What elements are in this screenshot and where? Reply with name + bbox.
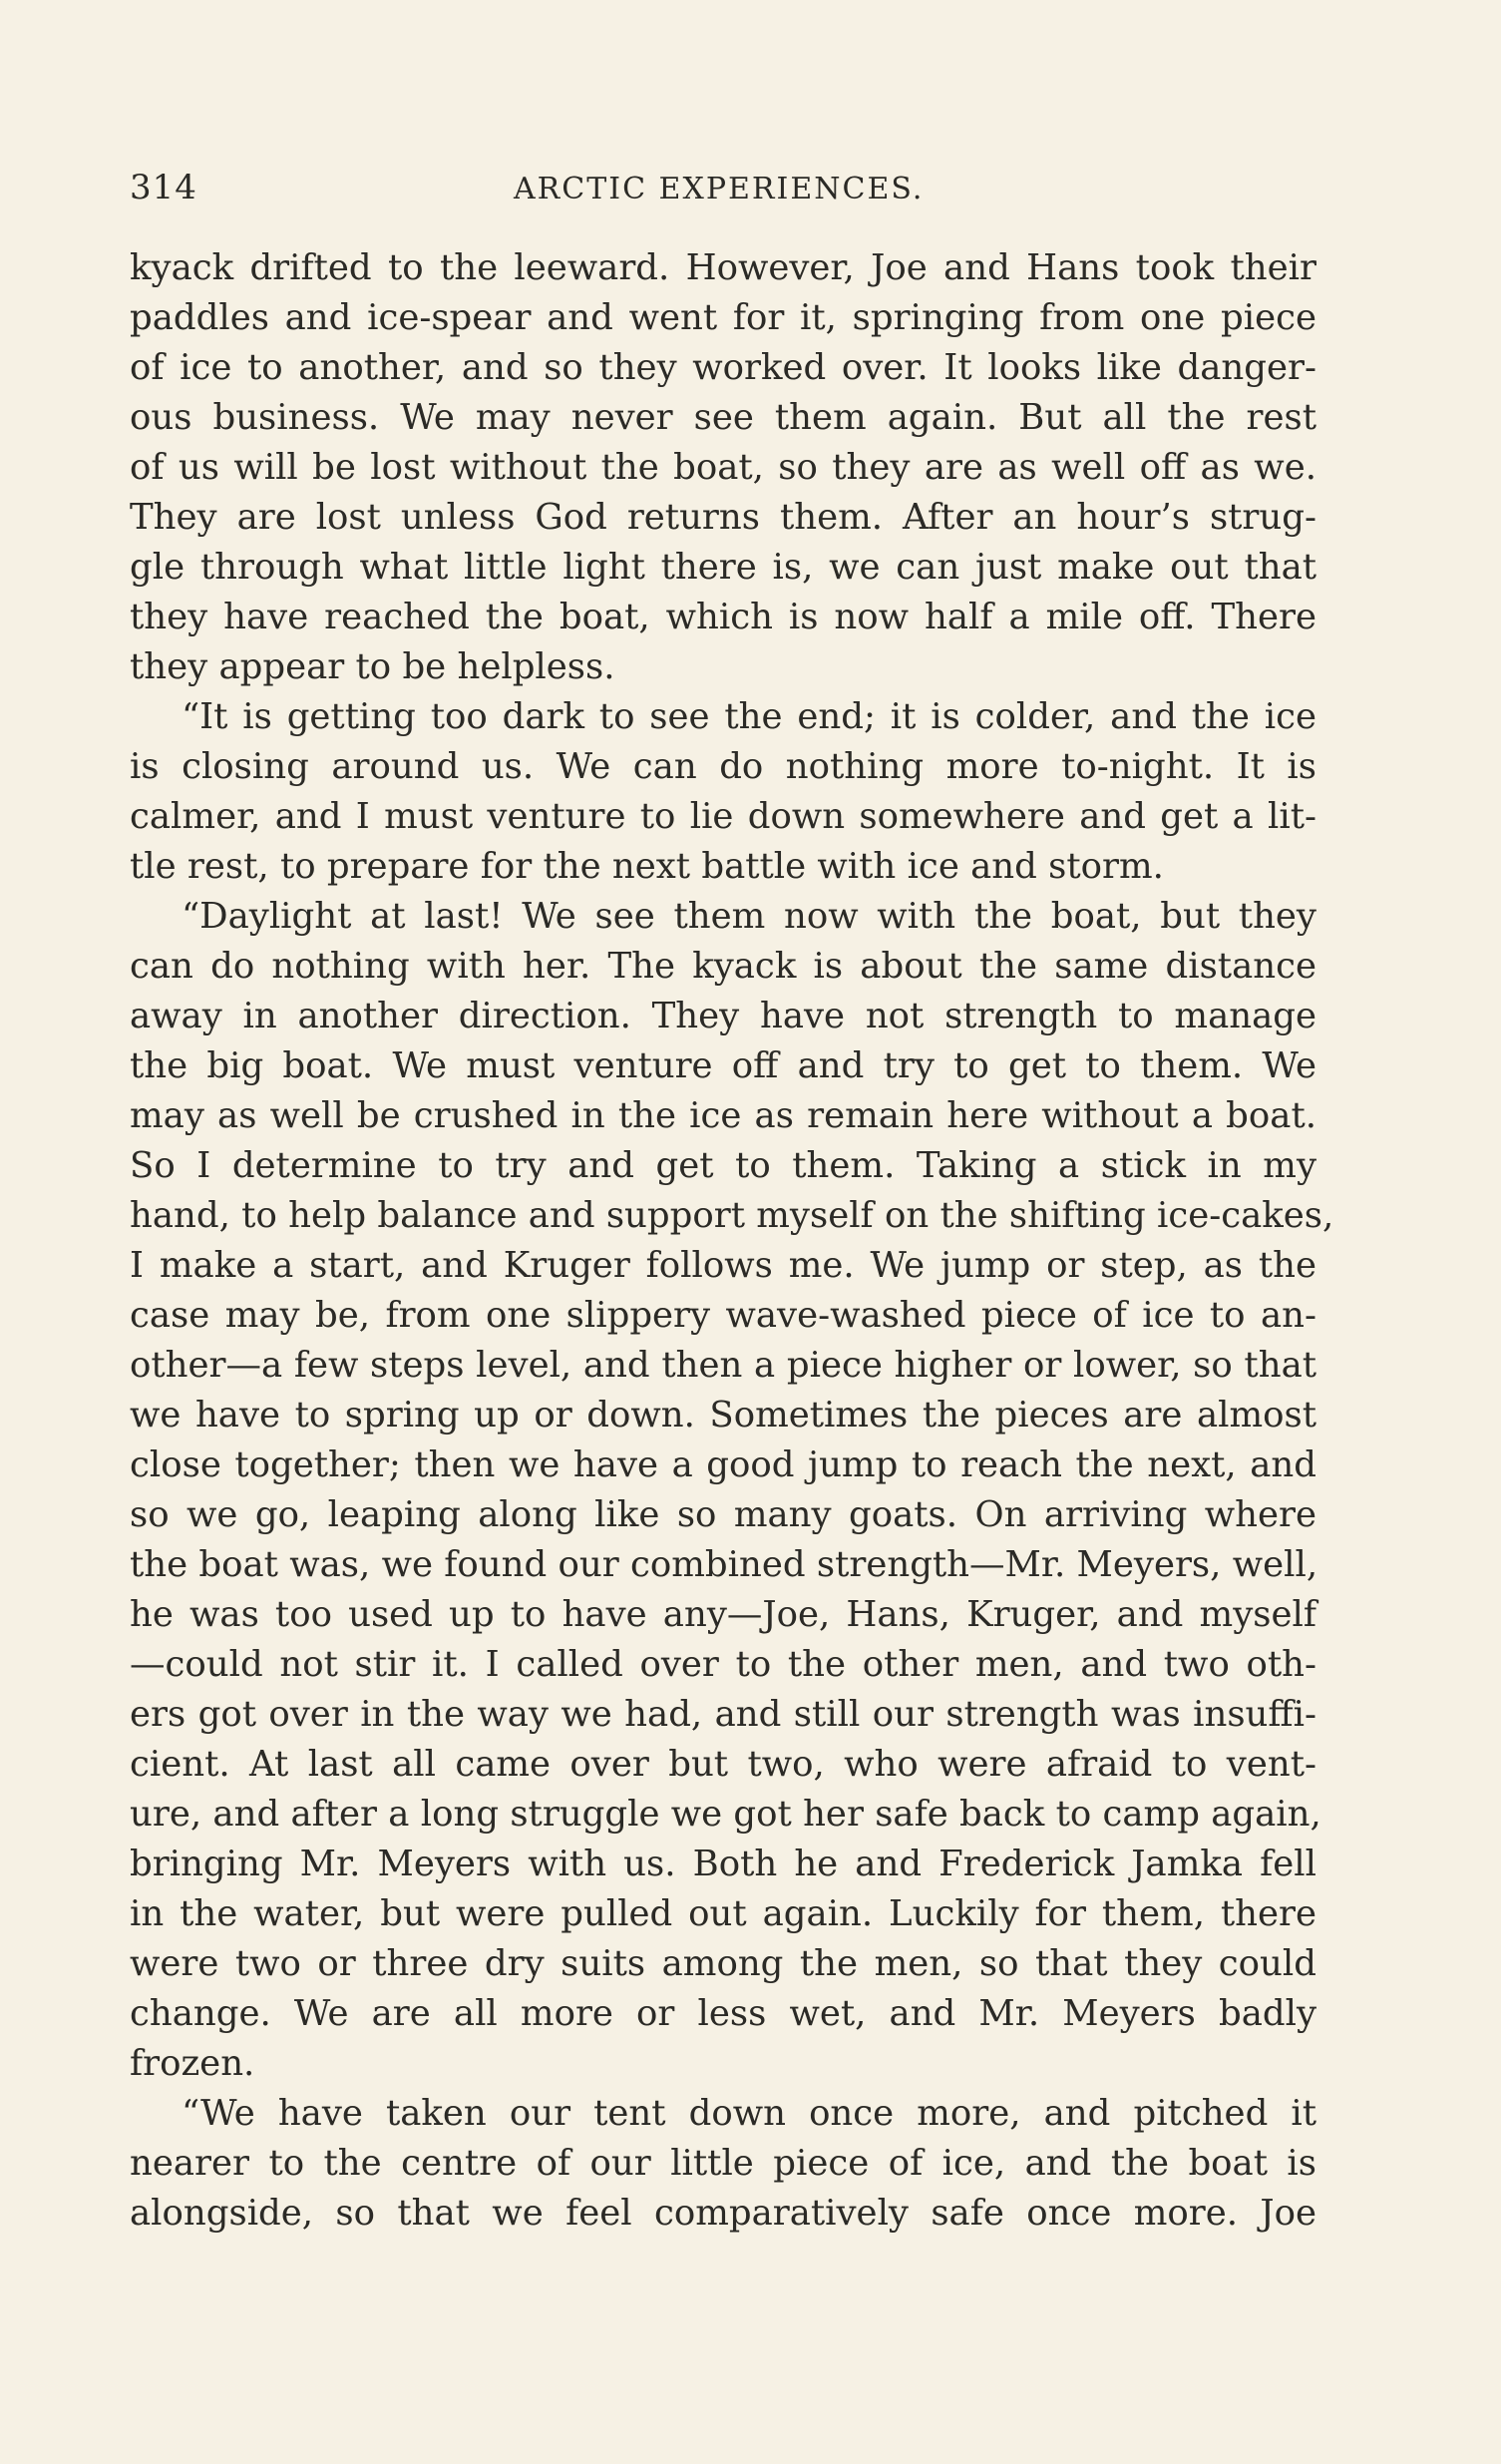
body-text bbox=[130, 243, 1334, 2239]
text-line: they appear to be helpless. bbox=[130, 646, 615, 687]
text-line: change. We are all more or less wet, and Mr. Meyers badly bbox=[130, 1993, 1316, 2034]
text-line: hand, to help balance and support myself on the shifting ice-cakes, bbox=[130, 1195, 1334, 1236]
text-line: ers got over in the way we had, and still our strength was insuffi- bbox=[130, 1694, 1316, 1735]
text-line: tle rest, to prepare for the next battle with ice and storm. bbox=[130, 846, 1164, 887]
text-line: gle through what little light there is, we can just make out that bbox=[130, 547, 1316, 588]
page-number: 314 bbox=[130, 168, 197, 207]
text-line: case may be, from one slippery wave-washed piece of ice to an- bbox=[130, 1295, 1316, 1336]
text-line: paddles and ice-spear and went for it, springing from one piece bbox=[130, 297, 1316, 338]
text-line: “Daylight at last! We see them now with the boat, but they bbox=[182, 896, 1316, 937]
text-line: close together; then we have a good jump to reach the next, and bbox=[130, 1444, 1316, 1485]
text-line: in the water, but were pulled out again. Luckily for them, there bbox=[130, 1893, 1316, 1934]
text-line: They are lost unless God returns them. After an hour’s strug- bbox=[130, 497, 1316, 538]
text-line: he was too used up to have any—Joe, Hans, Kruger, and myself bbox=[130, 1594, 1316, 1635]
text-line: can do nothing with her. The kyack is about the same distance bbox=[130, 946, 1316, 987]
text-line: of ice to another, and so they worked over. It looks like danger- bbox=[130, 347, 1316, 388]
running-head: ARCTIC EXPERIENCES. bbox=[514, 172, 925, 206]
text-line: the boat was, we found our combined strength—Mr. Meyers, well, bbox=[130, 1544, 1318, 1585]
text-line: calmer, and I must venture to lie down somewhere and get a lit- bbox=[130, 796, 1316, 837]
text-line: they have reached the boat, which is now half a mile off. There bbox=[130, 597, 1316, 637]
text-line: cient. At last all came over but two, who were afraid to vent- bbox=[130, 1744, 1316, 1785]
text-line: ure, and after a long struggle we got her safe back to camp again, bbox=[130, 1794, 1321, 1835]
text-line: alongside, so that we feel comparatively safe once more. Joe bbox=[130, 2193, 1316, 2234]
text-line: kyack drifted to the leeward. However, Joe and Hans took their bbox=[130, 247, 1316, 288]
text-line: “We have taken our tent down once more, and pitched it bbox=[182, 2093, 1316, 2134]
text-line: were two or three dry suits among the men, so that they could bbox=[130, 1943, 1316, 1984]
text-line: of us will be lost without the boat, so they are as well off as we. bbox=[130, 447, 1316, 488]
text-line: we have to spring up or down. Sometimes the pieces are almost bbox=[130, 1395, 1316, 1436]
text-line: nearer to the centre of our little piece of ice, and the boat is bbox=[130, 2143, 1316, 2184]
text-line: ous business. We may never see them again. But all the rest bbox=[130, 397, 1316, 438]
text-line: the big boat. We must venture off and try to get to them. We bbox=[130, 1045, 1316, 1086]
text-line: bringing Mr. Meyers with us. Both he and Frederick Jamka fell bbox=[130, 1844, 1316, 1884]
text-line: —could not stir it. I called over to the other men, and two oth- bbox=[130, 1644, 1316, 1685]
text-line: away in another direction. They have not strength to manage bbox=[130, 996, 1316, 1036]
text-line: may as well be crushed in the ice as remain here without a boat. bbox=[130, 1095, 1316, 1136]
text-line: other—a few steps level, and then a piece higher or lower, so that bbox=[130, 1345, 1316, 1386]
page-header bbox=[130, 168, 1316, 217]
text-line: frozen. bbox=[130, 2043, 255, 2084]
text-line: is closing around us. We can do nothing more to-night. It is bbox=[130, 746, 1316, 787]
text-line: So I determine to try and get to them. Taking a stick in my bbox=[130, 1145, 1316, 1186]
text-line: “It is getting too dark to see the end; it is colder, and the ice bbox=[182, 696, 1316, 737]
text-line: so we go, leaping along like so many goats. On arriving where bbox=[130, 1494, 1316, 1535]
text-line: I make a start, and Kruger follows me. We jump or step, as the bbox=[130, 1245, 1316, 1286]
